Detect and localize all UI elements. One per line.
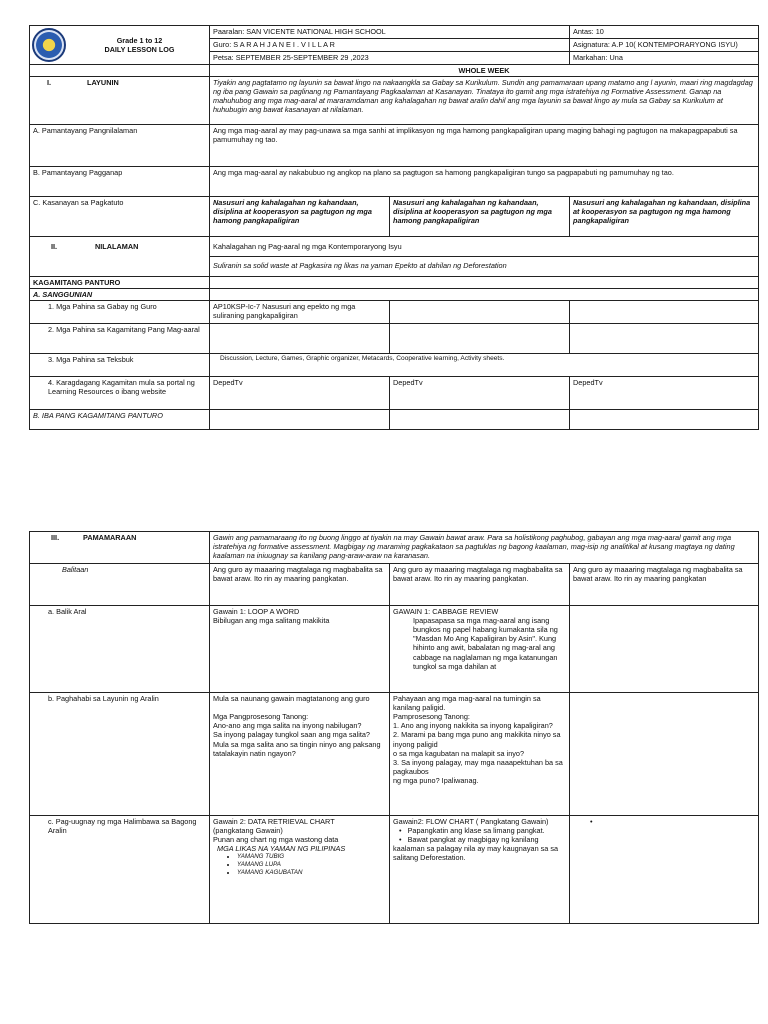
pag-uugnay-col3: • xyxy=(570,816,759,924)
nilalaman-text: Kahalagahan ng Pag-aaral ng mga Kontemporaryong Isyu xyxy=(213,242,402,252)
layunin-heading: I. LAYUNIN xyxy=(30,77,210,125)
flow-chart-title: Gawain2: FLOW CHART ( Pangkatang Gawain) xyxy=(393,817,549,826)
balik-aral-col1: Gawain 1: LOOP A WORD Bibilugan ang mga salitang makikita xyxy=(210,606,390,693)
pag-uugnay-label: c. Pag-uugnay ng mga Halimbawa sa Bagong Aralin xyxy=(30,816,210,924)
kagamitan-item-col1: Discussion, Lecture, Games, Graphic organizer, Metacards, Cooperative learning, Activity sheets. xyxy=(210,354,759,377)
sanggunian-heading: A. SANGGUNIAN xyxy=(30,289,210,301)
likas-yaman-list xyxy=(213,853,386,876)
balik-aral-col2 xyxy=(390,606,570,693)
pamantayang-pangnilalaman-text: Ang mga mag-aaral ay may pag-unawa sa mga sanhi at implikasyon ng mga hamong pangkapaligiran upang maging bahagi ng pagtugon na makapagpapabuti sa pamumuhay ng tao. xyxy=(210,125,759,167)
kagamitan-item-col2: DepedTv xyxy=(390,377,570,410)
whole-week-label: WHOLE WEEK xyxy=(210,65,759,77)
bullet-icon: • xyxy=(399,826,402,836)
paaralan-field: Paaralan: SAN VICENTE NATIONAL HIGH SCHOOL xyxy=(210,26,570,39)
kagamitan-item-col2 xyxy=(390,301,570,324)
kagamitan-item-col3: DepedTv xyxy=(570,377,759,410)
paghahabi-col3 xyxy=(570,693,759,816)
nilalaman-heading: II. NILALAMAN xyxy=(30,237,210,277)
balitaan-col1: Ang guro ay maaaring magtalaga ng magbabalita sa bawat araw. Ito rin ay maaring pangkatan. xyxy=(210,564,390,606)
list-item: • Bawat pangkat ay magbigay ng kanilang kaalaman sa palagay nila ay may kaugnayan sa sa salitang Deforestation. xyxy=(393,835,559,863)
asignatura-field: Asignatura: A.P 10( KONTEMPORARYONG ISYU) xyxy=(570,39,759,52)
paghahabi-label: b. Paghahabi sa Layunin ng Aralin xyxy=(30,693,210,816)
balitaan-col2: Ang guro ay maaaring magtalaga ng magbabalita sa bawat araw. Ito rin ay maaring pangkatan. xyxy=(390,564,570,606)
kagamitan-item-label: 3. Mga Pahina sa Teksbuk xyxy=(30,354,210,377)
grade-label: Grade 1 to 12 xyxy=(116,36,163,45)
kagamitan-item-col3 xyxy=(570,324,759,354)
paghahabi-col2: Pahayaan ang mga mag-aaral na tumingin sa kanilang paligid. Pamprosesong Tanong: 1. Ano ang inyong nakikita sa inyong kapaligiran? 2. Marami pa bang mga puno ang makikita ninyo sa inyong paligid o sa mga kagubatan na malapit sa inyo? 3. Sa inyong palagay, may mga naaapektuhan ba sa pagkaubos ng mga puno? Ipaliwanag. xyxy=(390,693,570,816)
kagamitan-item-label: 2. Mga Pahina sa Kagamitang Pang Mag-aaral xyxy=(30,324,210,354)
nilalaman-subtopics: Suliranin sa solid waste at Pagkasira ng likas na yaman Epekto at dahilan ng Deforestation xyxy=(210,256,758,270)
log-title: DAILY LESSON LOG xyxy=(104,45,175,54)
kasanayan-col1: Nasusuri ang kahalagahan ng kahandaan, disiplina at kooperasyon sa pagtugon ng mga hamong pangkapaligiran xyxy=(210,197,390,237)
markahan-field: Markahan: Una xyxy=(570,52,759,65)
iba-pang-kagamitan-heading: B. IBA PANG KAGAMITANG PANTURO xyxy=(30,410,210,430)
kagamitan-item-col1: AP10KSP-Ic-7 Nasusuri ang epekto ng mga suliraning pangkapaligiran xyxy=(210,301,390,324)
pag-uugnay-col1 xyxy=(210,816,390,924)
kagamitan-item-col3 xyxy=(570,301,759,324)
nilalaman-cell xyxy=(210,237,759,277)
pamamaraan-text: Gawin ang pamamaraang ito ng buong linggo at tiyakin na may Gawain bawat araw. Para sa holistikong paghubog, gabayan ang mga mag-aaral gamit ang mga istratehiya ng formative assessment. Magbigay ng maraming pagkakataon sa pagtuklas ng bagong kaalaman, mag-isip ng analitikal at kusang magtaya ng dating kaalaman na iniuugnay sa kanilang pang-araw-araw na karanasan. xyxy=(210,532,759,564)
antas-field: Antas: 10 xyxy=(570,26,759,39)
bullet-icon: • xyxy=(399,835,402,845)
kagamitan-item-col1: DepedTv xyxy=(210,377,390,410)
pamantayang-pangnilalaman-label: A. Pamantayang Pangnilalaman xyxy=(30,125,210,167)
list-item: • YAMANG KAGUBATAN xyxy=(237,869,386,877)
list-item: • YAMANG LUPA xyxy=(237,861,386,869)
pamamaraan-heading: III. PAMAMARAAN xyxy=(30,532,210,564)
pamantayang-pagganap-label: B. Pamantayang Pagganap xyxy=(30,167,210,197)
petsa-field: Petsa: SEPTEMBER 25-SEPTEMBER 29 ,2023 xyxy=(210,52,570,65)
pamantayang-pagganap-text: Ang mga mag-aaral ay nakabubuo ng angkop na plano sa pagtugon sa hamong pangkapaligiran tungo sa pagpapabuti ng pamumuhay ng tao. xyxy=(210,167,759,197)
balitaan-label: Balitaan xyxy=(30,564,210,606)
lesson-log-table-bottom xyxy=(29,531,759,924)
likas-yaman-heading: MGA LIKAS NA YAMAN NG PILIPINAS xyxy=(217,844,346,854)
kagamitan-item-label: 4. Karagdagang Kagamitan mula sa portal ng Learning Resources o ibang website xyxy=(30,377,210,410)
deped-seal-logo xyxy=(32,28,66,62)
kasanayan-col3: Nasusuri ang kahalagahan ng kahandaan, disiplina at kooperasyon sa pagtugon ng mga hamong pangkapaligiran xyxy=(570,197,759,237)
cabbage-review-body: Ipapasapasa sa mga mag-aaral ang isang bungkos ng papel habang kumakanta sila ng "Masdan Mo Ang Kapaligiran by Asin". Kung hihinto ang awit, babalatan ng mag-aral ang cabbage na naglalaman ng mga katanungan tungkol sa mga dahilan at xyxy=(413,616,558,671)
paghahabi-col1: Mula sa naunang gawain magtatanong ang guro Mga Pangprosesong Tanong: Ano-ano ang mga salita na inyong nabilugan? Sa inyong palagay tungkol saan ang mga salita? Mula sa mga salita ano sa tingin ninyo ang paksang tatalakayin natin ngayon? xyxy=(210,693,390,816)
balik-aral-label: a. Balik Aral xyxy=(30,606,210,693)
kasanayan-col2: Nasusuri ang kahalagahan ng kahandaan, disiplina at kooperasyon sa pagtugon ng mga hamong pangkapaligiran xyxy=(390,197,570,237)
pag-uugnay-col2 xyxy=(390,816,570,924)
cabbage-review-title: GAWAIN 1: CABBAGE REVIEW xyxy=(393,607,499,616)
balitaan-col3: Ang guro ay maaaring magtalaga ng magbabalita sa bawat araw. Ito rin ay maaring pangkatan xyxy=(570,564,759,606)
list-item: • YAMANG TUBIG xyxy=(237,853,386,861)
layunin-text: Tiyakin ang pagtatamo ng layunin sa bawat lingo na nakaangkla sa Gabay sa Kurikulum. Sundin ang pamamaraan upang matamo ang l ayunin, maari ring magdagdag ng iba pang Gawain sa paglinang ng Pamantayang Pagkaalaman at Kasanayan. Tinataya ito gamit ang mga istratehiya ng Formative Assessment. Ganap na mahuhubog ang mga mag-aaral at mararamdaman ang kahalagahan ng bawat aralin dahil ang mga layunin sa bawat lingo ay mula sa Gabay sa Kurikulum at huhubugin ang bawat kasanayan at nilalaman. xyxy=(210,77,759,125)
data-retrieval-title: Gawain 2: DATA RETRIEVAL CHART (pangkatang Gawain) Punan ang chart ng mga wastong data xyxy=(213,817,339,845)
kagamitan-item-col2 xyxy=(390,324,570,354)
balik-aral-col3 xyxy=(570,606,759,693)
kagamitan-item-label: 1. Mga Pahina sa Gabay ng Guro xyxy=(30,301,210,324)
header-cell xyxy=(30,26,210,65)
kasanayan-label: C. Kasanayan sa Pagkatuto xyxy=(30,197,210,237)
guro-field: Guro: S A R A H J A N E I . V I L L A R xyxy=(210,39,570,52)
kagamitan-heading: KAGAMITANG PANTURO xyxy=(30,277,210,289)
lesson-log-table-top xyxy=(29,25,759,430)
list-item: • Papangkatin ang klase sa limang pangkat. xyxy=(393,826,566,835)
kagamitan-item-col1 xyxy=(210,324,390,354)
